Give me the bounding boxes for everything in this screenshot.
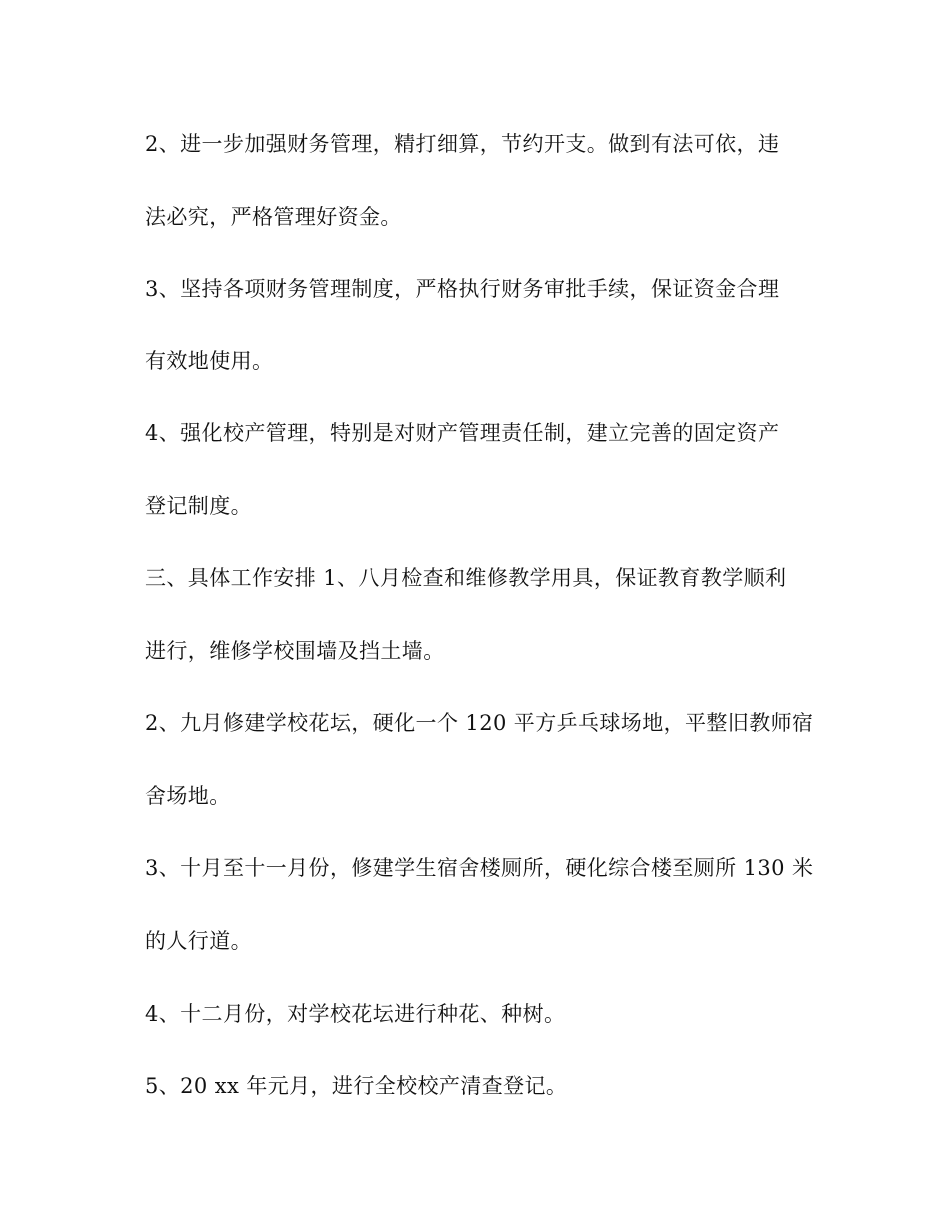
text-line: 的人行道。 (145, 929, 252, 953)
text-line: 登记制度。 (145, 494, 252, 518)
text-line: 3、十月至十一月份，修建学生宿舍楼厕所，硬化综合楼至厕所 130 米 (145, 856, 814, 880)
text-line: 有效地使用。 (145, 349, 274, 373)
text-line: 三、具体工作安排 1、八月检查和维修教学用具，保证教育教学顺利 (145, 566, 787, 590)
text-line: 进行，维修学校围墙及挡土墙。 (145, 639, 445, 663)
text-line: 2、进一步加强财务管理，精打细算，节约开支。做到有法可依，违 (145, 132, 780, 156)
text-line: 舍场地。 (145, 784, 231, 808)
text-line: 2、九月修建学校花坛，硬化一个 120 平方乒乓球场地，平整旧教师宿 (145, 711, 814, 735)
text-line: 5、20 xx 年元月，进行全校校产清查登记。 (145, 1074, 568, 1098)
text-line: 法必究，严格管理好资金。 (145, 205, 402, 229)
text-line: 4、强化校产管理，特别是对财产管理责任制，建立完善的固定资产 (145, 421, 780, 445)
text-line: 4、十二月份，对学校花坛进行种花、种树。 (145, 1002, 566, 1026)
text-line: 3、坚持各项财务管理制度，严格执行财务审批手续，保证资金合理 (145, 277, 780, 301)
